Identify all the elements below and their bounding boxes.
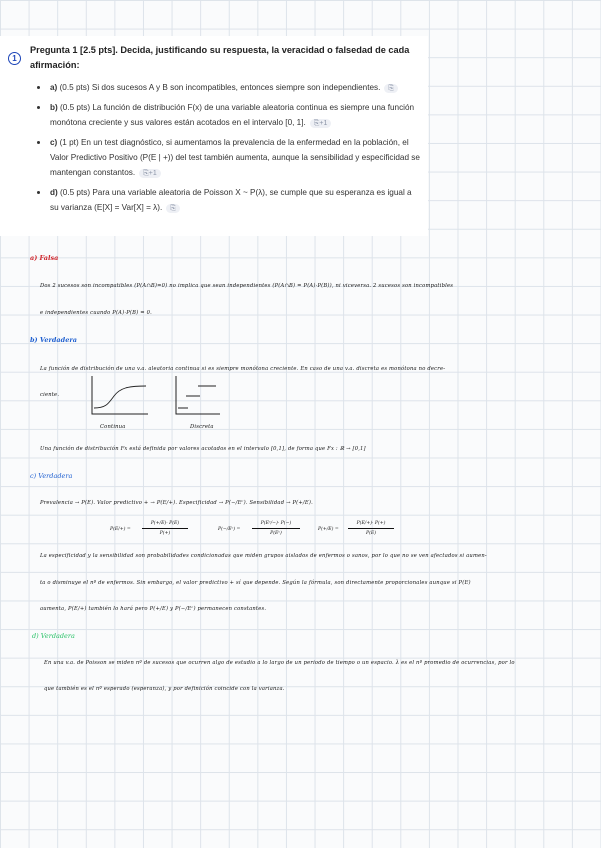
formula-esp-lhs: P(−/Eᶜ) = <box>218 527 241 532</box>
attachment-icon[interactable]: ⎘+1 <box>310 119 332 128</box>
discrete-cdf-graph <box>172 374 222 422</box>
question-number-icon: 1 <box>8 52 21 65</box>
formula-vpp-denominator: P(+) <box>159 531 171 536</box>
continuous-graph-label: Continua <box>100 424 126 430</box>
answer-d-line-2: que también es el nº esperado (esperanza), y por definición coincide con la varianza. <box>44 686 285 692</box>
attachment-icon[interactable]: ⎘ <box>384 84 398 93</box>
answer-b-line-1: La función de distribución de una v.a. aleatoria continua si es siempre monótona creciente. En caso de una v.a. discreta es monótona no decre- <box>40 366 446 372</box>
answer-c-line-3: ta o disminuye el nº de enfermos. Sin embargo, el valor predictivo + sí que depende. Según la fórmula, son directamente proporcionales aunque si P(E) <box>40 580 471 586</box>
formula-sens-lhs: P(+/E) = <box>318 527 339 532</box>
formula-sens-numerator: P(E/+)· P(+) <box>356 521 386 526</box>
answer-c-line-1: Prevalencia → P(E). Valor predictivo + → P(E/+). Especificidad → P(−/Eᶜ). Sensibilidad → P(+/E). <box>40 500 313 506</box>
item-label: a) <box>50 83 58 92</box>
item-label: d) <box>50 188 58 197</box>
answer-b-line-2: ciente. <box>40 392 60 398</box>
question-title: Pregunta 1 [2.5 pts]. Decida, justificando su respuesta, la veracidad o falsedad de cada afirmación: <box>30 45 410 70</box>
question-item-c <box>30 135 422 180</box>
item-text: (0.5 pts) Para una variable aleatoria de Poisson X ~ P(λ), se cumple que su esperanza es igual a su varianza (E[X] = Var[X] = λ). <box>50 188 412 212</box>
formula-sens-bar <box>348 528 394 529</box>
formula-sens-denominator: P(E) <box>365 531 377 536</box>
question-item-d <box>30 185 422 215</box>
discrete-graph-label: Discreta <box>190 424 214 430</box>
formula-esp-bar <box>252 528 300 529</box>
answer-c-line-4: aumenta, P(E/+) también lo hará pero P(+/E) y P(−/Eᶜ) permanecen constantes. <box>40 606 267 612</box>
answer-a-line-1: Dos 2 sucesos son incompatibles (P(A∩B)=0) no implica que sean independientes (P(A∩B) = P(A)·P(B)), ni viceversa. 2 sucesos son incompatibles <box>40 283 454 289</box>
formula-vpp-numerator: P(+/E)· P(E) <box>150 521 180 526</box>
answer-b-line-3: Una función de distribución Fx está definida por valores acotados en el intervalo [0,1], de forma que Fx : ℝ → [0,1] <box>40 446 366 452</box>
answer-d-heading: d) Verdadera <box>32 632 75 640</box>
question-item-a <box>30 80 422 95</box>
attachment-icon[interactable]: ⎘+1 <box>139 169 161 178</box>
item-text: (0.5 pts) Si dos sucesos A y B son incompatibles, entonces siempre son independientes. <box>59 83 381 92</box>
formula-esp-denominator: P(Eᶜ) <box>270 531 282 536</box>
formula-esp-numerator: P(Eᶜ/−)· P(−) <box>260 521 292 526</box>
attachment-icon[interactable]: ⎘ <box>166 204 180 213</box>
formula-vpp-lhs: P(E/+) = <box>110 527 131 532</box>
item-label: c) <box>50 138 58 147</box>
answer-c-line-2: La especificidad y la sensibilidad son probabilidades condicionadas que miden grupos aislados de enfermos o sanos, por lo que no se ven afectados si aumen- <box>40 553 487 559</box>
question-items <box>30 80 422 220</box>
answer-d-line-1: En una v.a. de Poisson se miden nº de sucesos que ocurren algo de estudio a lo largo de un periodo de tiempo o un espacio. λ es el nº promedio de ocurrencias, por lo <box>44 660 515 666</box>
item-label: b) <box>50 103 58 112</box>
formula-vpp-bar <box>142 528 188 529</box>
answer-a-heading: a) Falsa <box>30 254 59 262</box>
answer-a-line-2: e independientes cuando P(A)·P(B) = 0. <box>40 310 152 316</box>
item-text: (1 pt) En un test diagnóstico, si aumentamos la prevalencia de la enfermedad en la población, el Valor Predictivo Positivo (P(E | +)) del test también aumenta, aunque la sensibilidad y especificidad se mantengan constantos. <box>50 138 420 177</box>
answer-c-heading: c) Verdadera <box>30 472 73 480</box>
answer-b-heading: b) Verdadera <box>30 336 77 344</box>
item-text: (0.5 pts) La función de distribución F(x) de una variable aleatoria continua es siempre una función monótona creciente y sus valores están acotados en el intervalo [0, 1]. <box>50 103 415 127</box>
continuous-cdf-graph <box>88 374 150 422</box>
question-item-b <box>30 100 422 130</box>
